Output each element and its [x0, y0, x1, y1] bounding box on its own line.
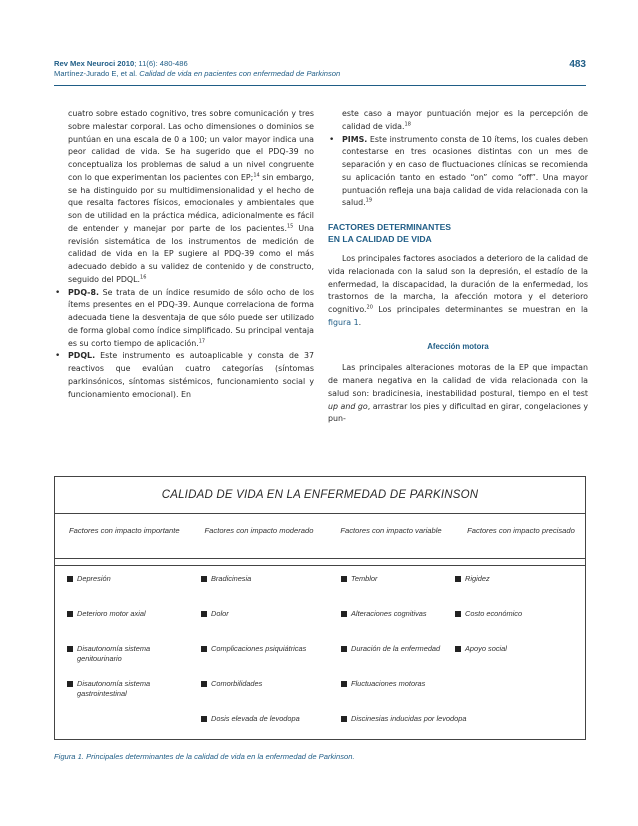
journal-reference: Rev Mex Neuroci 2010; 11(6): 480-486 [54, 59, 188, 68]
diagram-item: Disautonomía sistema genitourinario [67, 644, 195, 664]
diagram-item: Costo económico [455, 609, 583, 629]
diagram-item: Bradicinesia [201, 574, 329, 594]
bullet-pdql: • PDQL. Este instrumento es autoaplicable y consta de 37 reactivos que evalúan cuatro categorías (síntomas parkinsónicos, síntomas sistémicos, funcionamiento social y funcionamiento emocional). En [54, 350, 314, 401]
section-paragraph: Los principales factores asociados a deterioro de la calidad de vida relacionada con la salud son la depresión, el estadío de la enfermedad, la discapacidad, la duración de la enfermedad, los trastornos de la marcha, la afección motora y el deterioro cognitivo.$^{20}$ Los principales determinantes se muestran en la figura 1. [328, 254, 588, 327]
left-column [54, 108, 314, 401]
diagram-item: Complicaciones psiquiátricas [201, 644, 329, 664]
diagram-item: Fluctuaciones motoras [341, 679, 469, 699]
diagram-item: Alteraciones cognitivas [341, 609, 469, 629]
diagram-item: Depresión [67, 574, 195, 594]
diagram-item: Rigidez [455, 574, 583, 594]
figure-link[interactable]: figura 1 [328, 317, 359, 327]
diagram-item: Discinesias inducidas por levodopa [341, 714, 469, 734]
diagram-item: Dosis elevada de levodopa [201, 714, 329, 734]
diagram-body [55, 565, 585, 735]
diagram-item: Disautonomía sistema gastrointestinal [67, 679, 195, 699]
bullet-pdq8: • PDQ-8. Se trata de un índice resumido de sólo ocho de los ítems presentes en el PDQ-39. Aunque correlaciona de forma adecuada tiene la desventaja de que sólo puede ser utilizado de forma global como índice simplificado. Su principal ventaja es su corto tiempo de aplicación.$^{17}$ [54, 287, 314, 351]
figure-diagram [54, 476, 586, 740]
page-header [54, 58, 586, 86]
section-title: FACTORES DETERMINANTES EN LA CALIDAD DE VIDA [328, 222, 452, 244]
continued-paragraph-right: este caso a mayor puntuación mejor es la percepción de calidad de vida.$^{18}$ [342, 109, 588, 131]
continued-paragraph: cuatro sobre estado cognitivo, tres sobre comunicación y tres sobre malestar corporal. Las ocho dimensiones o dominios se puntúan en una escala de 0 a 100; un valor mayor indica una peor calidad de vida. Se ha sugerido que el PDQ-39 no conceptualiza los problemas de salud a un nivel congruente con lo que experimentan los pacientes con EP;$^{14}$ sin embargo, se ha distinguido por su multidimensionalidad y el hecho de que resalta factores físicos, emocionales y ambientales que son de utilidad en la práctica médica, adicionalmente es fácil de entender y manejar por parte de los pacientes.$^{15}$ Una revisión sistemática de los instrumentos de medición de calidad de vida en la EP sugiere al PDQ-39 como el más adecuado debido a su validez de contenido y de constructo, seguido del PDQL.$^{16}$ [68, 109, 314, 284]
diagram-header: Factores con impacto variable [340, 526, 442, 535]
diagram-header-row [55, 513, 585, 559]
diagram-title: CALIDAD DE VIDA EN LA ENFERMEDAD DE PARKINSON [161, 489, 479, 501]
diagram-column-specified [455, 574, 583, 679]
diagram-column-variable [341, 574, 469, 749]
diagram-item: Duración de la enfermedad [341, 644, 469, 664]
page-number: 483 [569, 59, 586, 70]
right-column [328, 108, 588, 426]
diagram-item: Temblor [341, 574, 469, 594]
diagram-header: Factores con impacto moderado [204, 526, 314, 535]
figure-caption: Figura 1. Principales determinantes de la calidad de vida en la enfermedad de Parkinson. [54, 752, 355, 761]
bullet-pims: • PIMS. Este instrumento consta de 10 ítems, los cuales deben contestarse en tres ocasiones distintas con un mes de separación y en caso de fluctuaciones clínicas se recomienda su aplicación tanto en estado “on” como “off”. Una mayor puntuación refleja una baja calidad de vida relacionada con la salud.$^{19}$ [328, 134, 588, 211]
diagram-item: Apoyo social [455, 644, 583, 664]
running-title: Martínez-Jurado E, et al. Calidad de vida en pacientes con enfermedad de Parkinson [54, 69, 341, 78]
diagram-header: Factores con impacto precisado [467, 526, 575, 535]
subsection-title: Afección motora [427, 341, 489, 351]
diagram-header: Factores con impacto importante [69, 526, 180, 535]
diagram-column-moderate [201, 574, 329, 749]
diagram-item: Deterioro motor axial [67, 609, 195, 629]
diagram-column-important [67, 574, 195, 714]
motor-paragraph: Las principales alteraciones motoras de la EP que impactan de manera negativa en la calidad de vida relacionada con la salud son: bradicinesia, inestabilidad postural, tiempo en el test up and go, arrastrar los pies y dificultad en girar, congelaciones y pun- [328, 363, 588, 424]
diagram-item: Comorbilidades [201, 679, 329, 699]
diagram-item: Dolor [201, 609, 329, 629]
